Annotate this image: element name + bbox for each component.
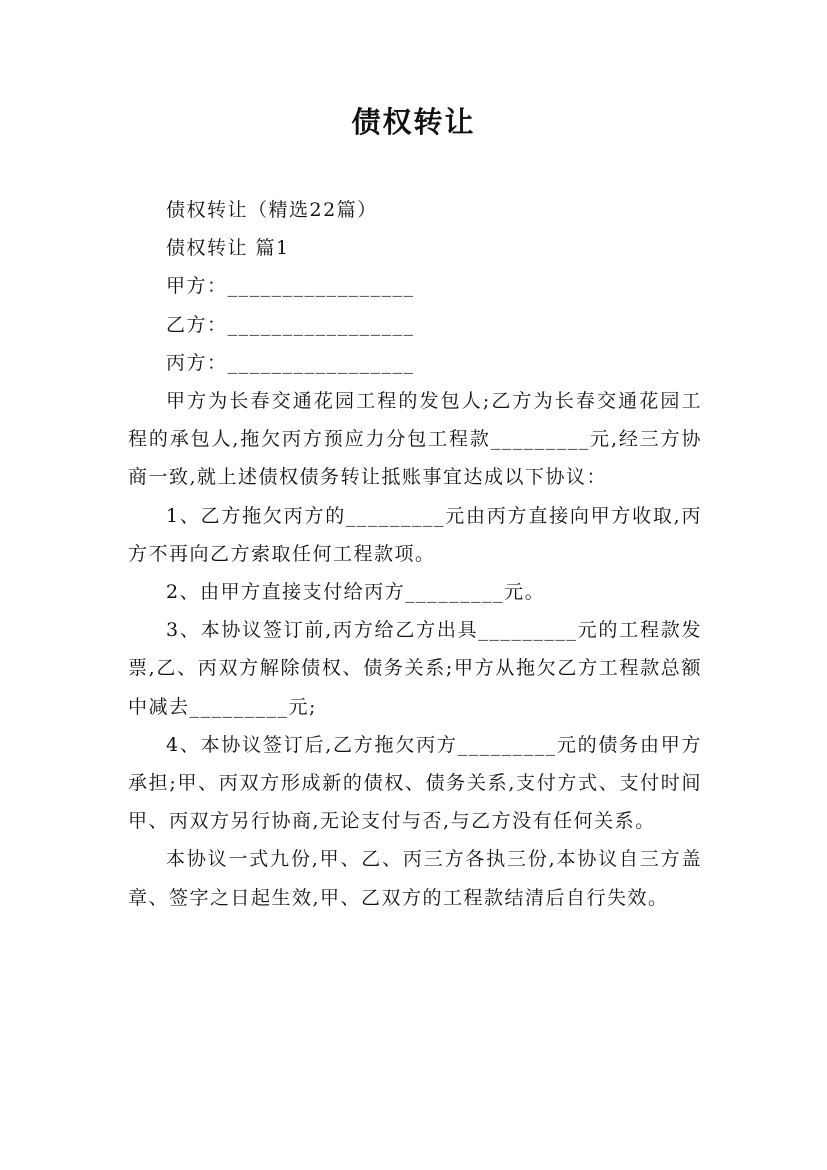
party-c-line: 丙方：_________________ <box>166 351 415 374</box>
clause-2: 2、由甲方直接支付给丙方_________元。 <box>166 581 546 604</box>
party-b-line: 乙方：_________________ <box>166 313 415 336</box>
document-title: 债权转让 <box>351 105 476 139</box>
collection-heading: 债权转让（精选22篇） <box>166 199 378 221</box>
chapter-heading: 债权转让 篇1 <box>166 237 290 260</box>
clause-4: 4、本协议签订后,乙方拖欠丙方_________元的债务由甲方承担;甲、丙双方形成新的债权、债务关系,支付方式、支付时间甲、丙双方另行协商,无论支付与否,与乙方没有任何关系。 <box>128 733 702 833</box>
document-body <box>128 191 702 917</box>
clause-1: 1、乙方拖欠丙方的_________元由丙方直接向甲方收取,丙方不再向乙方索取任何工程款项。 <box>128 504 702 565</box>
closing-paragraph: 本协议一式九份,甲、乙、丙三方各执三份,本协议自三方盖章、签字之日起生效,甲、乙双方的工程款结清后自行失效。 <box>128 848 702 909</box>
party-a-line: 甲方：_________________ <box>166 275 415 298</box>
clause-3: 3、本协议签订前,丙方给乙方出具_________元的工程款发票,乙、丙双方解除债权、债务关系;甲方从拖欠乙方工程款总额中减去_________元; <box>128 619 702 718</box>
intro-paragraph: 甲方为长春交通花园工程的发包人;乙方为长春交通花园工程的承包人,拖欠丙方预应力分包工程款_________元,经三方协商一致,就上述债权债务转让抵账事宜达成以下协议： <box>128 390 702 489</box>
